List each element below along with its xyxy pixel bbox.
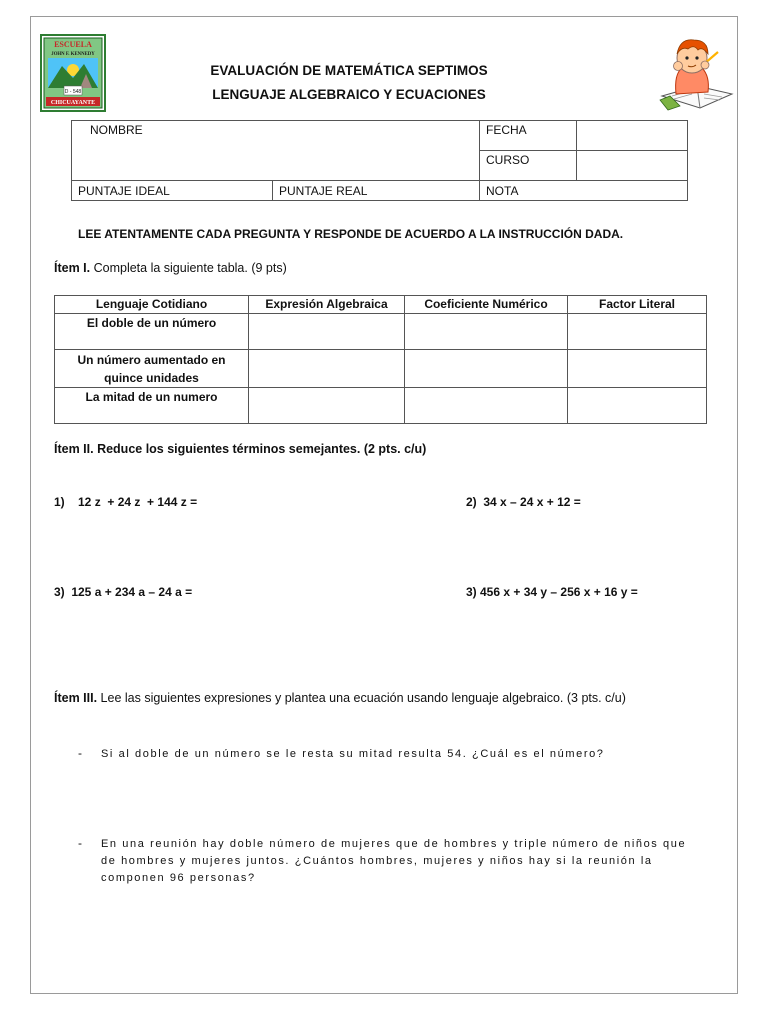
header-coeficiente-numerico: Coeficiente Numérico <box>405 296 568 314</box>
nombre-label: NOMBRE <box>90 123 143 137</box>
exercise-4: 3) 456 x + 34 y – 256 x + 16 y = <box>466 585 638 599</box>
row-text: La mitad de un numero <box>55 388 249 424</box>
logo-bottom-text: CHICUAYANTE <box>50 100 96 106</box>
problem-2: En una reunión hay doble número de mujeres que de hombres y triple número de niños que de hombres y mujeres juntos. ¿Cuántos hombres, mujeres y niños hay si la reunión la componen 96 personas? <box>101 838 687 884</box>
fecha-field[interactable] <box>577 121 688 151</box>
problem-1: Si al doble de un número se le resta su mitad resulta 54. ¿Cuál es el número? <box>101 748 605 760</box>
logo-name-text: JOHN F. KENNEDY <box>51 52 95 57</box>
item3-heading <box>54 691 724 705</box>
answer-cell[interactable] <box>405 350 568 388</box>
item3-label: Ítem III. <box>54 691 98 705</box>
row-text: Un número aumentado en quince unidades <box>55 350 249 388</box>
answer-cell[interactable] <box>405 314 568 350</box>
item1-heading <box>54 261 287 275</box>
page-title: EVALUACIÓN DE MATEMÁTICA SEPTIMOS <box>210 63 488 78</box>
puntaje-ideal-label: PUNTAJE IDEAL <box>72 181 273 201</box>
logo-top-text: ESCUELA <box>54 40 92 49</box>
logo-code-text: D - 548 <box>64 89 82 95</box>
table-row <box>55 388 707 424</box>
table-row <box>55 350 707 388</box>
instructions-text: LEE ATENTAMENTE CADA PREGUNTA Y RESPONDE DE ACUERDO A LA INSTRUCCIÓN DADA. <box>78 227 624 241</box>
answer-cell[interactable] <box>568 388 707 424</box>
curso-field[interactable] <box>577 151 688 181</box>
answer-cell[interactable] <box>249 314 405 350</box>
header-factor-literal: Factor Literal <box>568 296 707 314</box>
bullet-dash: - <box>78 746 82 760</box>
item1-table <box>54 295 707 424</box>
header-expresion-algebraica: Expresión Algebraica <box>249 296 405 314</box>
exercise-1: 1) 12 z + 24 z + 144 z = <box>54 495 198 509</box>
answer-cell[interactable] <box>249 388 405 424</box>
answer-cell[interactable] <box>568 314 707 350</box>
item2-heading: Ítem II. Reduce los siguientes términos semejantes. (2 pts. c/u) <box>54 442 427 456</box>
answer-cell[interactable] <box>568 350 707 388</box>
exercise-2: 2) 34 x – 24 x + 12 = <box>466 495 581 509</box>
nota-label: NOTA <box>480 181 688 201</box>
curso-label: CURSO <box>480 151 577 181</box>
exercise-3: 3) 125 a + 234 a – 24 a = <box>54 585 193 599</box>
bullet-dash: - <box>78 836 82 850</box>
fecha-label: FECHA <box>480 121 577 151</box>
table-row <box>55 314 707 350</box>
page-subtitle: LENGUAJE ALGEBRAICO Y ECUACIONES <box>212 87 486 102</box>
header-lenguaje-cotidiano: Lenguaje Cotidiano <box>55 296 249 314</box>
answer-cell[interactable] <box>249 350 405 388</box>
item1-text: Completa la siguiente tabla. (9 pts) <box>90 261 287 275</box>
student-info-table <box>71 120 688 201</box>
nombre-cell[interactable] <box>72 121 480 181</box>
item1-label: Ítem I. <box>54 261 91 275</box>
item3-text: Lee las siguientes expresiones y plantea una ecuación usando lenguaje algebraico. (3 pts. c/u) <box>97 691 626 705</box>
puntaje-real-label: PUNTAJE REAL <box>273 181 480 201</box>
answer-cell[interactable] <box>405 388 568 424</box>
row-text: El doble de un número <box>55 314 249 350</box>
